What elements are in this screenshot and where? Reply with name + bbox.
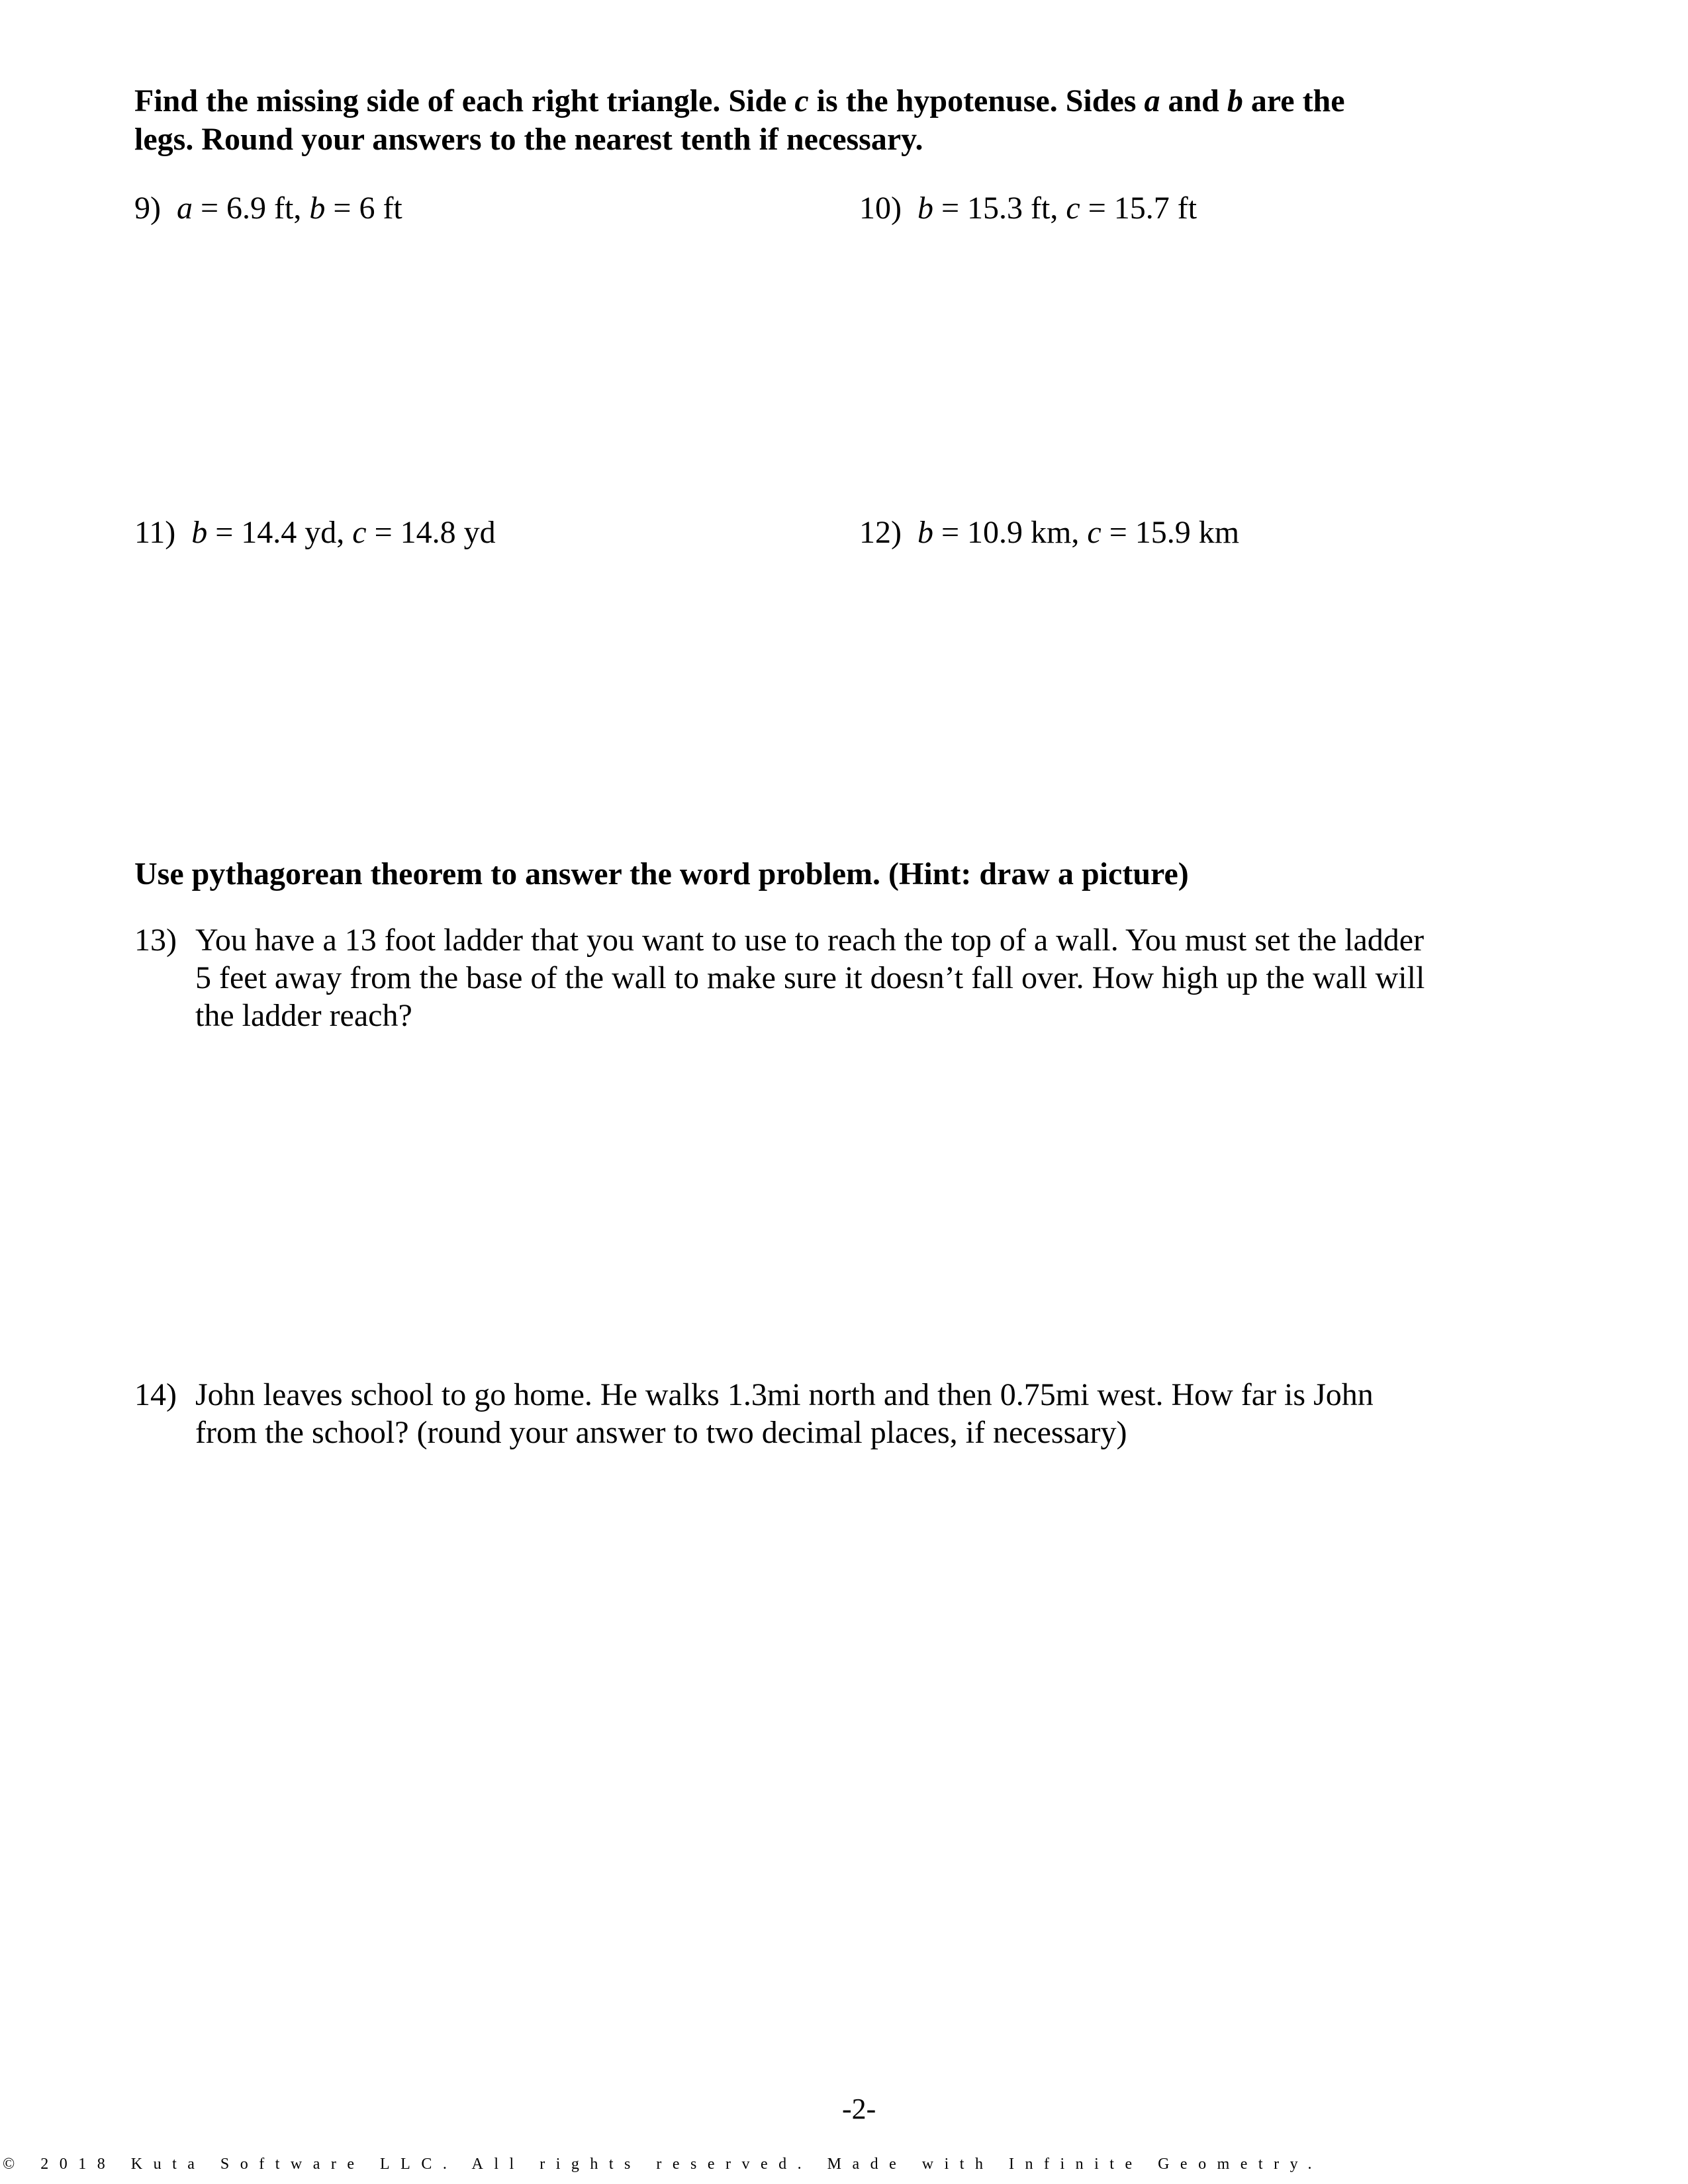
problem-number: 12) (859, 515, 902, 550)
problem-text: John leaves school to go home. He walks 1.3mi north and then 0.75mi west. How far is John from the school? (round your answer to two decimal places, if necessary) (195, 1377, 1374, 1450)
section-1-instruction (134, 82, 1345, 159)
problem-10: 10) b = 15.3 ft, c = 15.7 ft (859, 189, 1197, 228)
problem-number: 11) (134, 515, 176, 550)
word-problem-14 (134, 1376, 1644, 1455)
problem-9: 9) a = 6.9 ft, b = 6 ft (134, 189, 402, 228)
word-problem-13 (134, 921, 1644, 1040)
problem-12: 12) b = 10.9 km, c = 15.9 km (859, 514, 1239, 552)
problem-number: 10) (859, 191, 902, 226)
section-2-instruction: Use pythagorean theorem to answer the word problem. (Hint: draw a picture) (134, 856, 1189, 891)
problem-number: 14) (134, 1377, 177, 1412)
instruction-line-2: legs. Round your answers to the nearest tenth if necessary. (134, 122, 923, 157)
copyright-footer: © 2018 Kuta Software LLC. All rights reserved. Made with Infinite Geometry. (3, 2156, 1323, 2173)
page-number: -2- (842, 2093, 876, 2125)
problem-11: 11) b = 14.4 yd, c = 14.8 yd (134, 514, 496, 552)
problem-number: 9) (134, 191, 161, 226)
instruction-line-1: Find the missing side of each right triangle. Side c is the hypotenuse. Sides a and b are the (134, 83, 1345, 118)
problem-number: 13) (134, 923, 177, 958)
problem-text: You have a 13 foot ladder that you want to use to reach the top of a wall. You must set the ladder 5 feet away from the base of the wall to make sure it doesn’t fall over. How high up the wall will the ladder reach? (195, 923, 1425, 1033)
